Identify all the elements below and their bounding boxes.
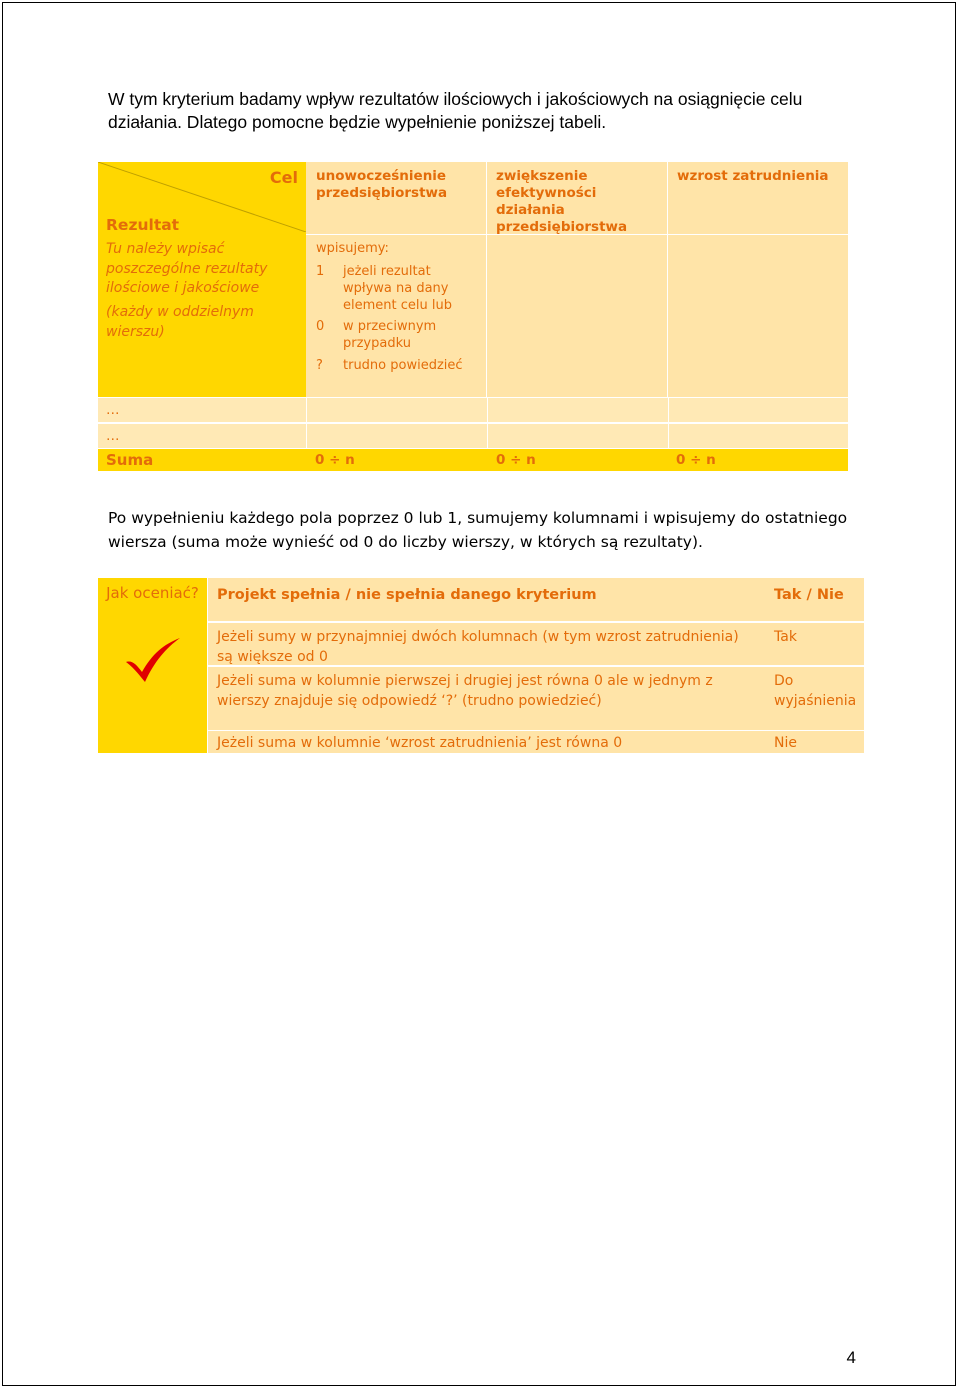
instruction-code: 1 [316,264,325,279]
criterion-header: Projekt spełnia / nie spełnia danego kryterium [217,587,597,603]
answer-header: Tak / Nie [774,587,844,603]
instruction-cell-empty [668,235,848,397]
cell-divider [487,424,488,448]
cell-divider [668,424,669,448]
criterion-text: Jeżeli suma w kolumnie pierwszej i drugiej jest równa 0 ale w jednym z wierszy znajduje się odpowiedź ‘?’ (trudno powiedzieć) [217,673,713,709]
instruction-text: trudno powiedzieć [343,358,463,373]
cell-divider [668,398,669,423]
column-header-label: unowocześnienie przedsiębiorstwa [316,168,448,201]
instruction-item [316,263,484,314]
instruction-code: 0 [316,319,325,334]
assessment-side-cell [98,578,207,753]
criterion-text: Jeżeli sumy w przynajmniej dwóch kolumnach (w tym wzrost zatrudnienia) są większe od 0 [217,629,739,665]
cell-divider [487,398,488,423]
sum-value: 0 ÷ n [315,452,355,468]
sum-value: 0 ÷ n [496,452,536,468]
instruction-intro: wpisujemy: [316,241,389,256]
ellipsis: … [106,402,120,418]
page-number: 4 [846,1348,856,1367]
answer-text: Nie [774,735,797,751]
rezultat-header-cell [98,162,306,397]
how-to-assess-label: Jak oceniać? [106,584,199,602]
answer-text: Do wyjaśnienia [774,673,857,709]
cell-divider [306,424,307,448]
ellipsis: … [106,428,120,444]
instruction-cell-empty [487,235,668,397]
column-header-label: zwiększenie efektywności działania przedsiębiorstwa [496,168,628,235]
criterion-text: Jeżeli suma w kolumnie ‘wzrost zatrudnienia’ jest równa 0 [217,735,623,751]
table-row [98,398,848,423]
cell-divider [306,398,307,423]
table-row [98,424,848,448]
instruction-text: jeżeli rezultat wpływa na dany element celu lub [343,264,452,313]
table-row [208,731,864,753]
answer-text: Tak [774,629,797,645]
sum-value: 0 ÷ n [676,452,716,468]
table-row [208,623,864,666]
rezultat-note: Tu należy wpisać poszczególne rezultaty ilościowe i jakościowe [106,241,268,296]
instruction-cell [306,235,487,397]
assessment-header-row [208,578,864,622]
instruction-text: w przeciwnym przypadku [343,319,437,351]
instruction-code: ? [316,358,323,373]
instruction-item [316,318,484,352]
rezultat-label: Rezultat [106,216,180,234]
column-header-1 [306,162,487,234]
column-header-label: wzrost zatrudnienia [677,168,829,184]
column-header-2 [487,162,668,234]
column-header-3 [668,162,848,234]
sum-row [98,449,848,471]
table-row [208,667,864,730]
sum-label: Suma [106,451,154,469]
instruction-item [316,357,484,374]
intro-paragraph: W tym kryterium badamy wpływ rezultatów ilościowych i jakościowych na osiągnięcie celu działania. Dlatego pomocne będzie wypełnienie poniższej tabeli. [108,89,803,132]
rezultat-note-2: (każdy w oddzielnym wierszu) [106,304,254,340]
cel-label: Cel [269,168,298,187]
explanation-paragraph: Po wypełnieniu każdego pola poprzez 0 lub 1, sumujemy kolumnami i wpisujemy do ostatniego wiersza (suma może wynieść od 0 do liczby wierszy, w których są rezultaty). [108,509,848,551]
checkmark-icon [124,636,182,684]
